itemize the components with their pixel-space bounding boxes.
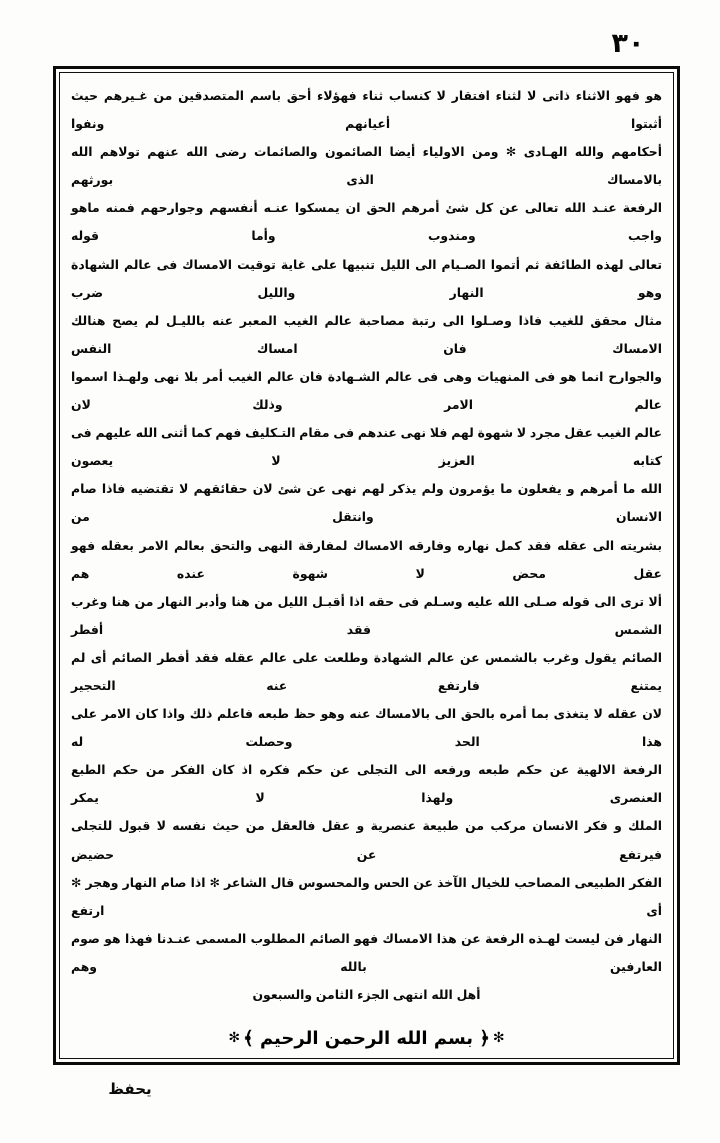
manuscript-line: الملك و فكر الانسان مركب من طبيعة عنصرية و عقل فالعقل من حيث نفسه لا قبول للتجلى فيرتفع عن حضيض (71, 818, 662, 862)
manuscript-line: لان عقله لا يتغذى بما أمره بالحق الى بالامساك عنه وهو حظ طبعه فاعلم ذلك واذا كان الامر على هذا الحد وحصلت له (71, 706, 662, 750)
text-block-upper (71, 82, 662, 1009)
manuscript-line: النهار فن ليست لهـذه الرفعة عن هذا الامساك فهو الصائم المطلوب المسمى عنـدنا فهذا هو صوم العارفين بالله وهم (71, 930, 662, 974)
text-frame-border (53, 66, 680, 1065)
manuscript-line: أهل الله انتهى الجزء الثامن والسبعون (252, 987, 481, 1002)
page-number: ٣٠ (611, 28, 645, 59)
ornament-star-right: ✻ (492, 1030, 505, 1047)
manuscript-line: الفكر الطبيعى المصاحب للخيال الآخذ عن الحس والمحسوس قال الشاعر ✻ اذا صام النهار وهجر ✻ أى ارتفع (71, 874, 662, 918)
manuscript-line: مثال محقق للغيب فاذا وصـلوا الى رتبة مصاحبة عالم الغيب المعبر عنه بالليـل لم يصح هنالك الامساك فان امساك النفس (71, 312, 662, 356)
text-frame-inner (59, 72, 674, 1059)
basmala-text: بسم الله الرحمن الرحيم (259, 1028, 474, 1050)
manuscript-line: تعالى لهذه الطائفة ثم أتموا الصـيام الى الليل تنبيها على غاية توقيت الامساك فى عالم الشهادة وهو النهار والليل ضرب (71, 256, 662, 300)
manuscript-line: ألا ترى الى قوله صـلى الله عليه وسـلم فى حقه اذا أقبـل الليل من هنا وأدبر النهار من هنا وغرب الشمس فقد أفطر (71, 593, 662, 637)
manuscript-line: الله ما أمرهم و يفعلون ما يؤمرون ولم يذكر لهم نهى عن شئ لان حقائقهم لا تقتضيه فاذا صام الانسان وانتقل من (71, 481, 662, 525)
manuscript-line: الرفعة عنـد الله تعالى عن كل شئ أمرهم الحق ان يمسكوا عنـه أنفسهم وجوارحهم فمنه ماهو واجب ومندوب وأما قوله (71, 200, 662, 244)
manuscript-line: الصائم يقول وغرب بالشمس عن عالم الشهادة وطلعت على عالم عقله فقد أفطر الصائم أى لم يمتنع فارتفع عنه التحجير (71, 649, 662, 693)
basmala-open-bracket: ﴿ (479, 1028, 490, 1050)
ornament-star-left: ✻ (228, 1030, 241, 1047)
manuscript-line: أحكامهم والله الهـادى ✻ ومن الاولياء أيضا الصائمون والصائمات رضى الله عنهم تولاهم الله بالامساك الذى بورثهم (71, 144, 662, 188)
basmala-close-bracket: ﴾ (243, 1028, 254, 1050)
manuscript-line: هو فهو الاثناء ذاتى لا لثناء افتقار لا كنساب ثناء فهؤلاء أحق باسم المتصدقين من غـيرهم حيث أثبتوا أعيانهم ونفوا (71, 88, 662, 132)
basmala-heading (71, 1023, 662, 1054)
manuscript-line: والجوارح انما هو فى المنهيات وهى فى عالم الشـهادة فان عالم الغيب أمر بلا نهى ولهـذا اسموا عالم الامر وذلك لان (71, 368, 662, 413)
manuscript-line: بشريته الى عقله فقد كمل نهاره وفارقه الامساك لمفارقة النهى والتحق بعالم الامر بعقله فهو عقل محض لا شهوة عنده هم (71, 537, 662, 581)
manuscript-line: الرفعة الالهية عن حكم طبعه ورفعه الى التجلى عن حكم فكره اذ كان الفكر من حكم الطبع العنصرى ولهذا لا يمكر (71, 762, 662, 806)
catchword: يحفظ (108, 1080, 152, 1098)
manuscript-line: عالم الغيب عقل مجرد لا شهوة لهم فلا نهى عندهم فى مقام التـكليف فهم كما أثنى الله عليهم فى كتابه العزيز لا يعصون (71, 425, 662, 469)
